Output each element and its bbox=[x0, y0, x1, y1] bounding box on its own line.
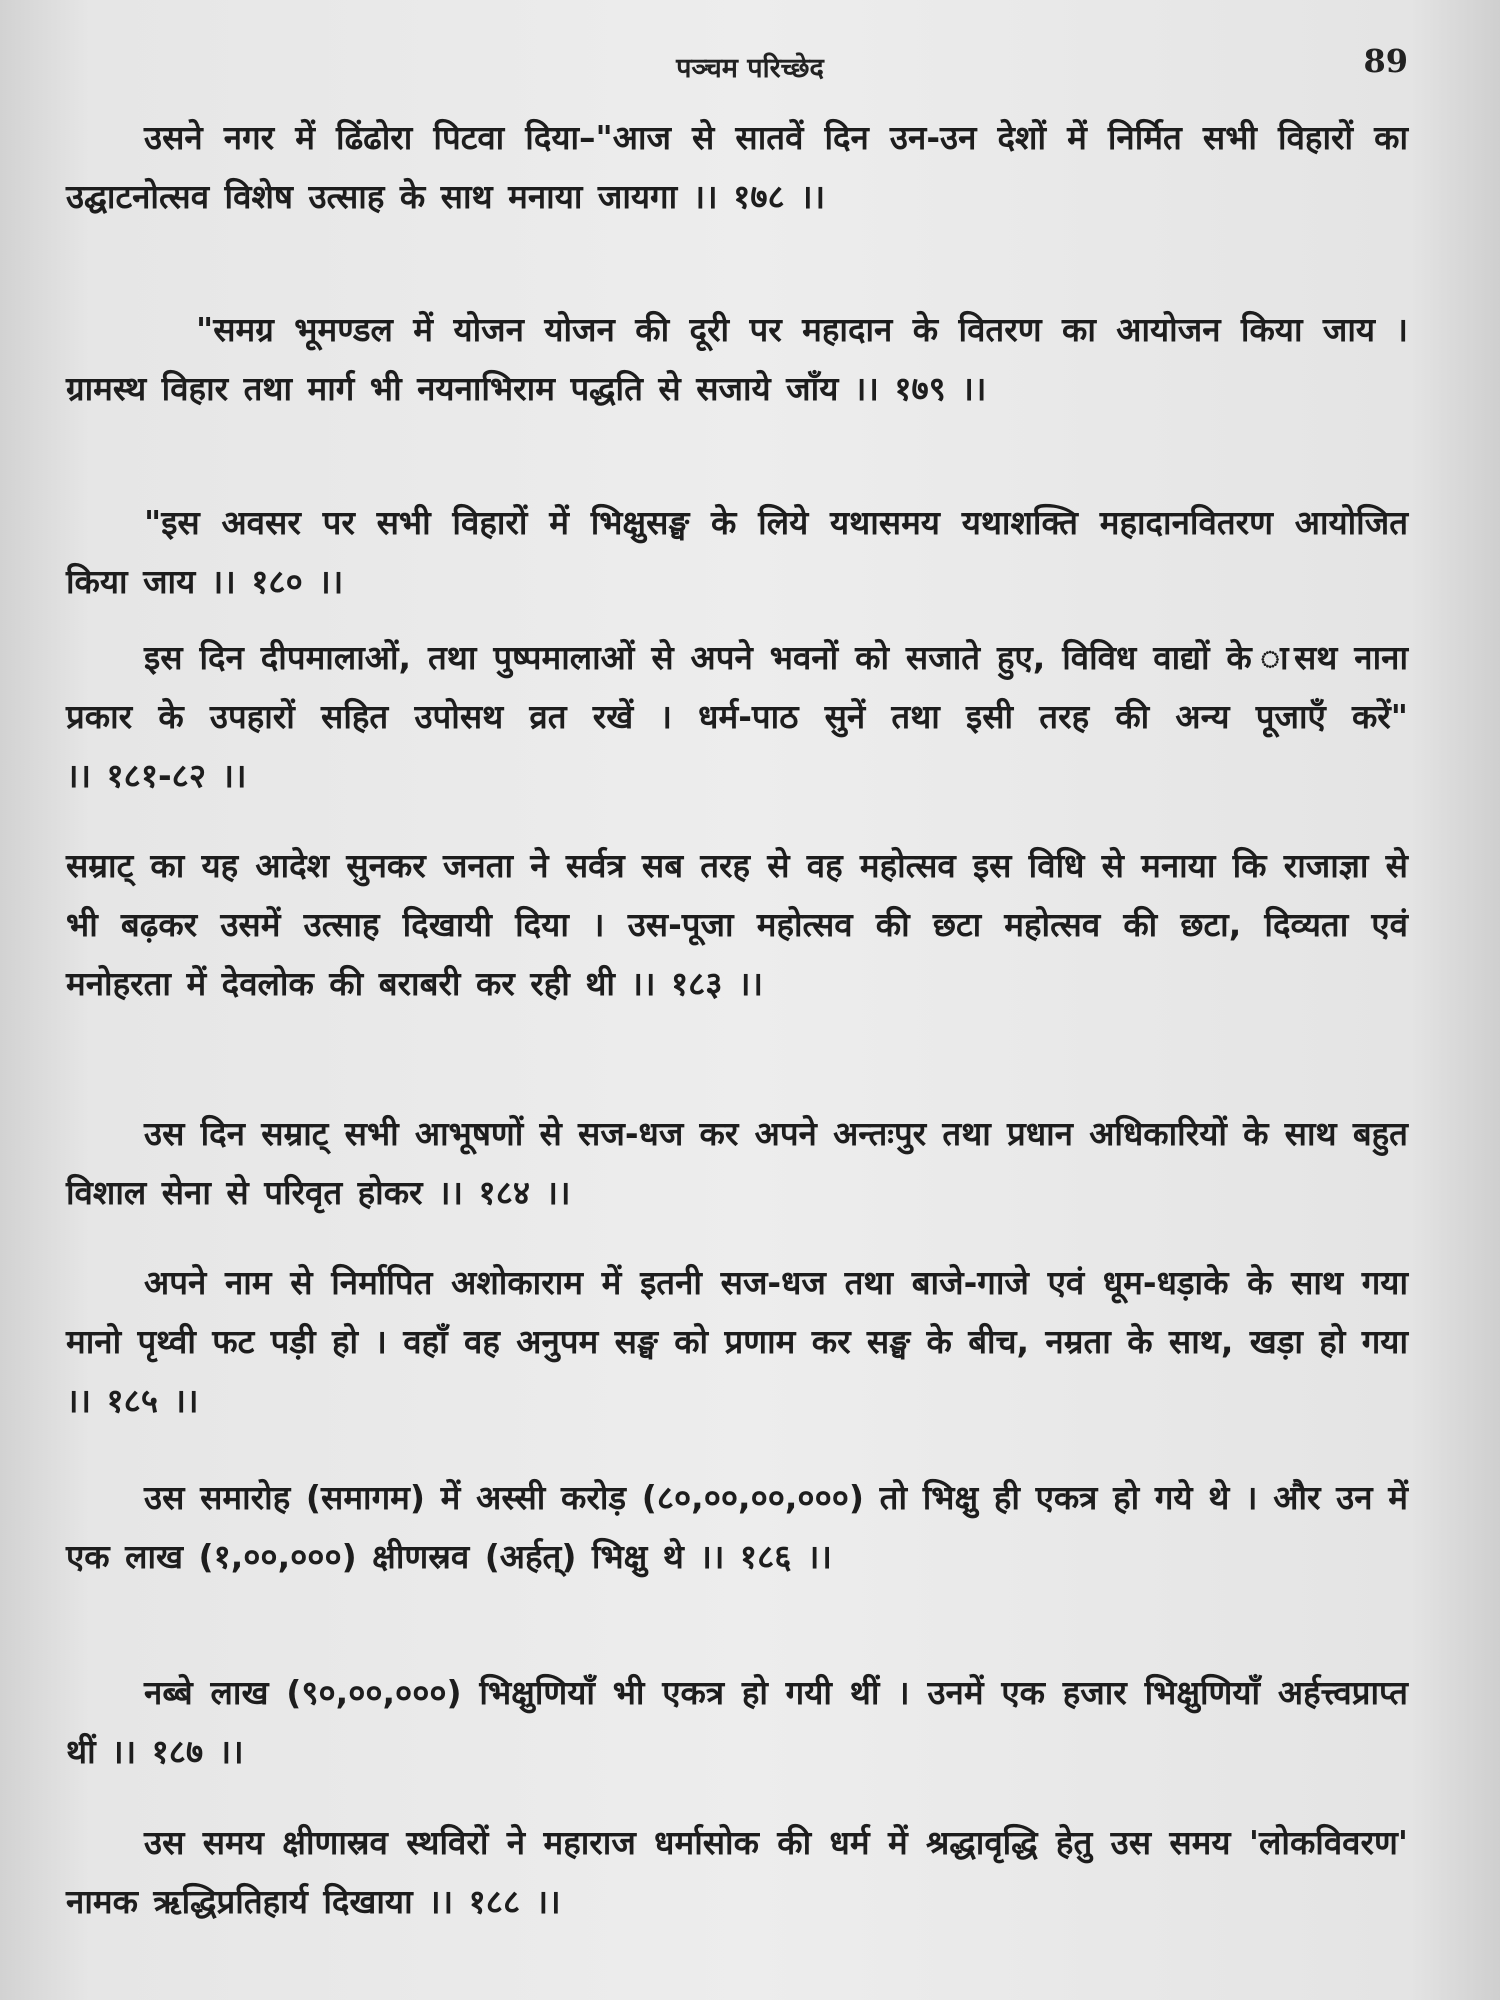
paragraph-185 bbox=[66, 1253, 1408, 1430]
paragraph-text: "इस अवसर पर सभी विहारों में भिक्षुसङ्घ के लिये यथासमय यथाशक्ति महादानवितरण आयोजित किया जाय bbox=[66, 503, 1408, 601]
paragraph-text: उस समय क्षीणास्रव स्थविरों ने महाराज धर्मासोक की धर्म में श्रद्धावृद्धि हेतु उस समय 'लोकविवरण' नामक ऋद्धिप्रतिहार्य दिखाया bbox=[66, 1823, 1408, 1921]
paragraph-187 bbox=[66, 1663, 1408, 1781]
paragraph-text: इस दिन दीपमालाओं, तथा पुष्पमालाओं से अपने भवनों को सजाते हुए, विविध वाद्यों के ासथ नाना प्रकार के उपहारों सहित उपोसथ व्रत रखें । धर्म-पाठ सुनें तथा इसी तरह की अन्य पूजाएँ करें" bbox=[66, 638, 1408, 736]
verse-number: ।। १८५ ।। bbox=[66, 1381, 199, 1420]
verse-number: ।। १८६ ।। bbox=[699, 1537, 832, 1576]
paragraph-text: "समग्र भूमण्डल में योजन योजन की दूरी पर महादान के वितरण का आयोजन किया जाय । ग्रामस्थ विहार तथा मार्ग भी नयनाभिराम पद्धति से सजाये जाँय bbox=[66, 310, 1408, 408]
paragraph-179 bbox=[66, 300, 1408, 418]
verse-number: ।। १८१-८२ ।। bbox=[66, 756, 247, 795]
verse-number: ।। १८३ ।। bbox=[630, 964, 763, 1003]
paragraph-186 bbox=[66, 1468, 1408, 1586]
paragraph-text: उसने नगर में ढिंढोरा पिटवा दिया–"आज से सातवें दिन उन-उन देशों में निर्मित सभी विहारों का उद्घाटनोत्सव विशेष उत्साह के साथ मनाया जायगा bbox=[66, 118, 1408, 216]
page-header bbox=[0, 42, 1500, 92]
paragraph-183 bbox=[66, 836, 1408, 1013]
verse-number: ।। १७९ ।। bbox=[853, 369, 987, 408]
paragraph-text: उस समारोह (समागम) में अस्सी करोड़ (८०,००,००,०००) तो भिक्षु ही एकत्र हो गये थे । और उन में एक लाख (१,००,०००) क्षीणस्रव (अर्हत्) भिक्षु थे bbox=[66, 1478, 1408, 1576]
paragraph-181-82 bbox=[66, 628, 1408, 805]
running-head: पञ्चम परिच्छेद bbox=[676, 53, 824, 84]
paragraph-text: सम्राट् का यह आदेश सुनकर जनता ने सर्वत्र सब तरह से वह महोत्सव इस विधि से मनाया कि राजाज्ञा से भी बढ़कर उसमें उत्साह दिखायी दिया । उस-पूजा महोत्सव की छटा महोत्सव की छटा, दिव्यता एवं मनोहरता में देवलोक की बराबरी कर रही थी bbox=[66, 846, 1408, 1003]
paragraph-184 bbox=[66, 1104, 1408, 1222]
paragraph-178 bbox=[66, 108, 1408, 226]
verse-number: ।। १८७ ।। bbox=[111, 1732, 244, 1771]
verse-number: ।। १८४ ।। bbox=[438, 1173, 571, 1212]
paragraph-180 bbox=[66, 493, 1408, 611]
paragraph-text: उस दिन सम्राट् सभी आभूषणों से सज-धज कर अपने अन्तःपुर तथा प्रधान अधिकारियों के साथ बहुत विशाल सेना से परिवृत होकर bbox=[66, 1114, 1408, 1212]
page-number: 89 bbox=[1363, 42, 1408, 80]
paragraph-text: अपने नाम से निर्मापित अशोकाराम में इतनी सज-धज तथा बाजे-गाजे एवं धूम-धड़ाके के साथ गया मानो पृथ्वी फट पड़ी हो । वहाँ वह अनुपम सङ्घ को प्रणाम कर सङ्घ के बीच, नम्रता के साथ, खड़ा हो गया bbox=[66, 1263, 1408, 1361]
verse-number: ।। १८० ।। bbox=[210, 562, 344, 601]
paragraph-text: नब्बे लाख (९०,००,०००) भिक्षुणियाँ भी एकत्र हो गयी थीं । उनमें एक हजार भिक्षुणियाँ अर्हत्त्वप्राप्त थीं bbox=[66, 1673, 1408, 1771]
verse-number: ।। १७८ ।। bbox=[692, 177, 826, 216]
paragraph-188 bbox=[66, 1813, 1408, 1931]
verse-number: ।। १८८ ।। bbox=[428, 1882, 561, 1921]
